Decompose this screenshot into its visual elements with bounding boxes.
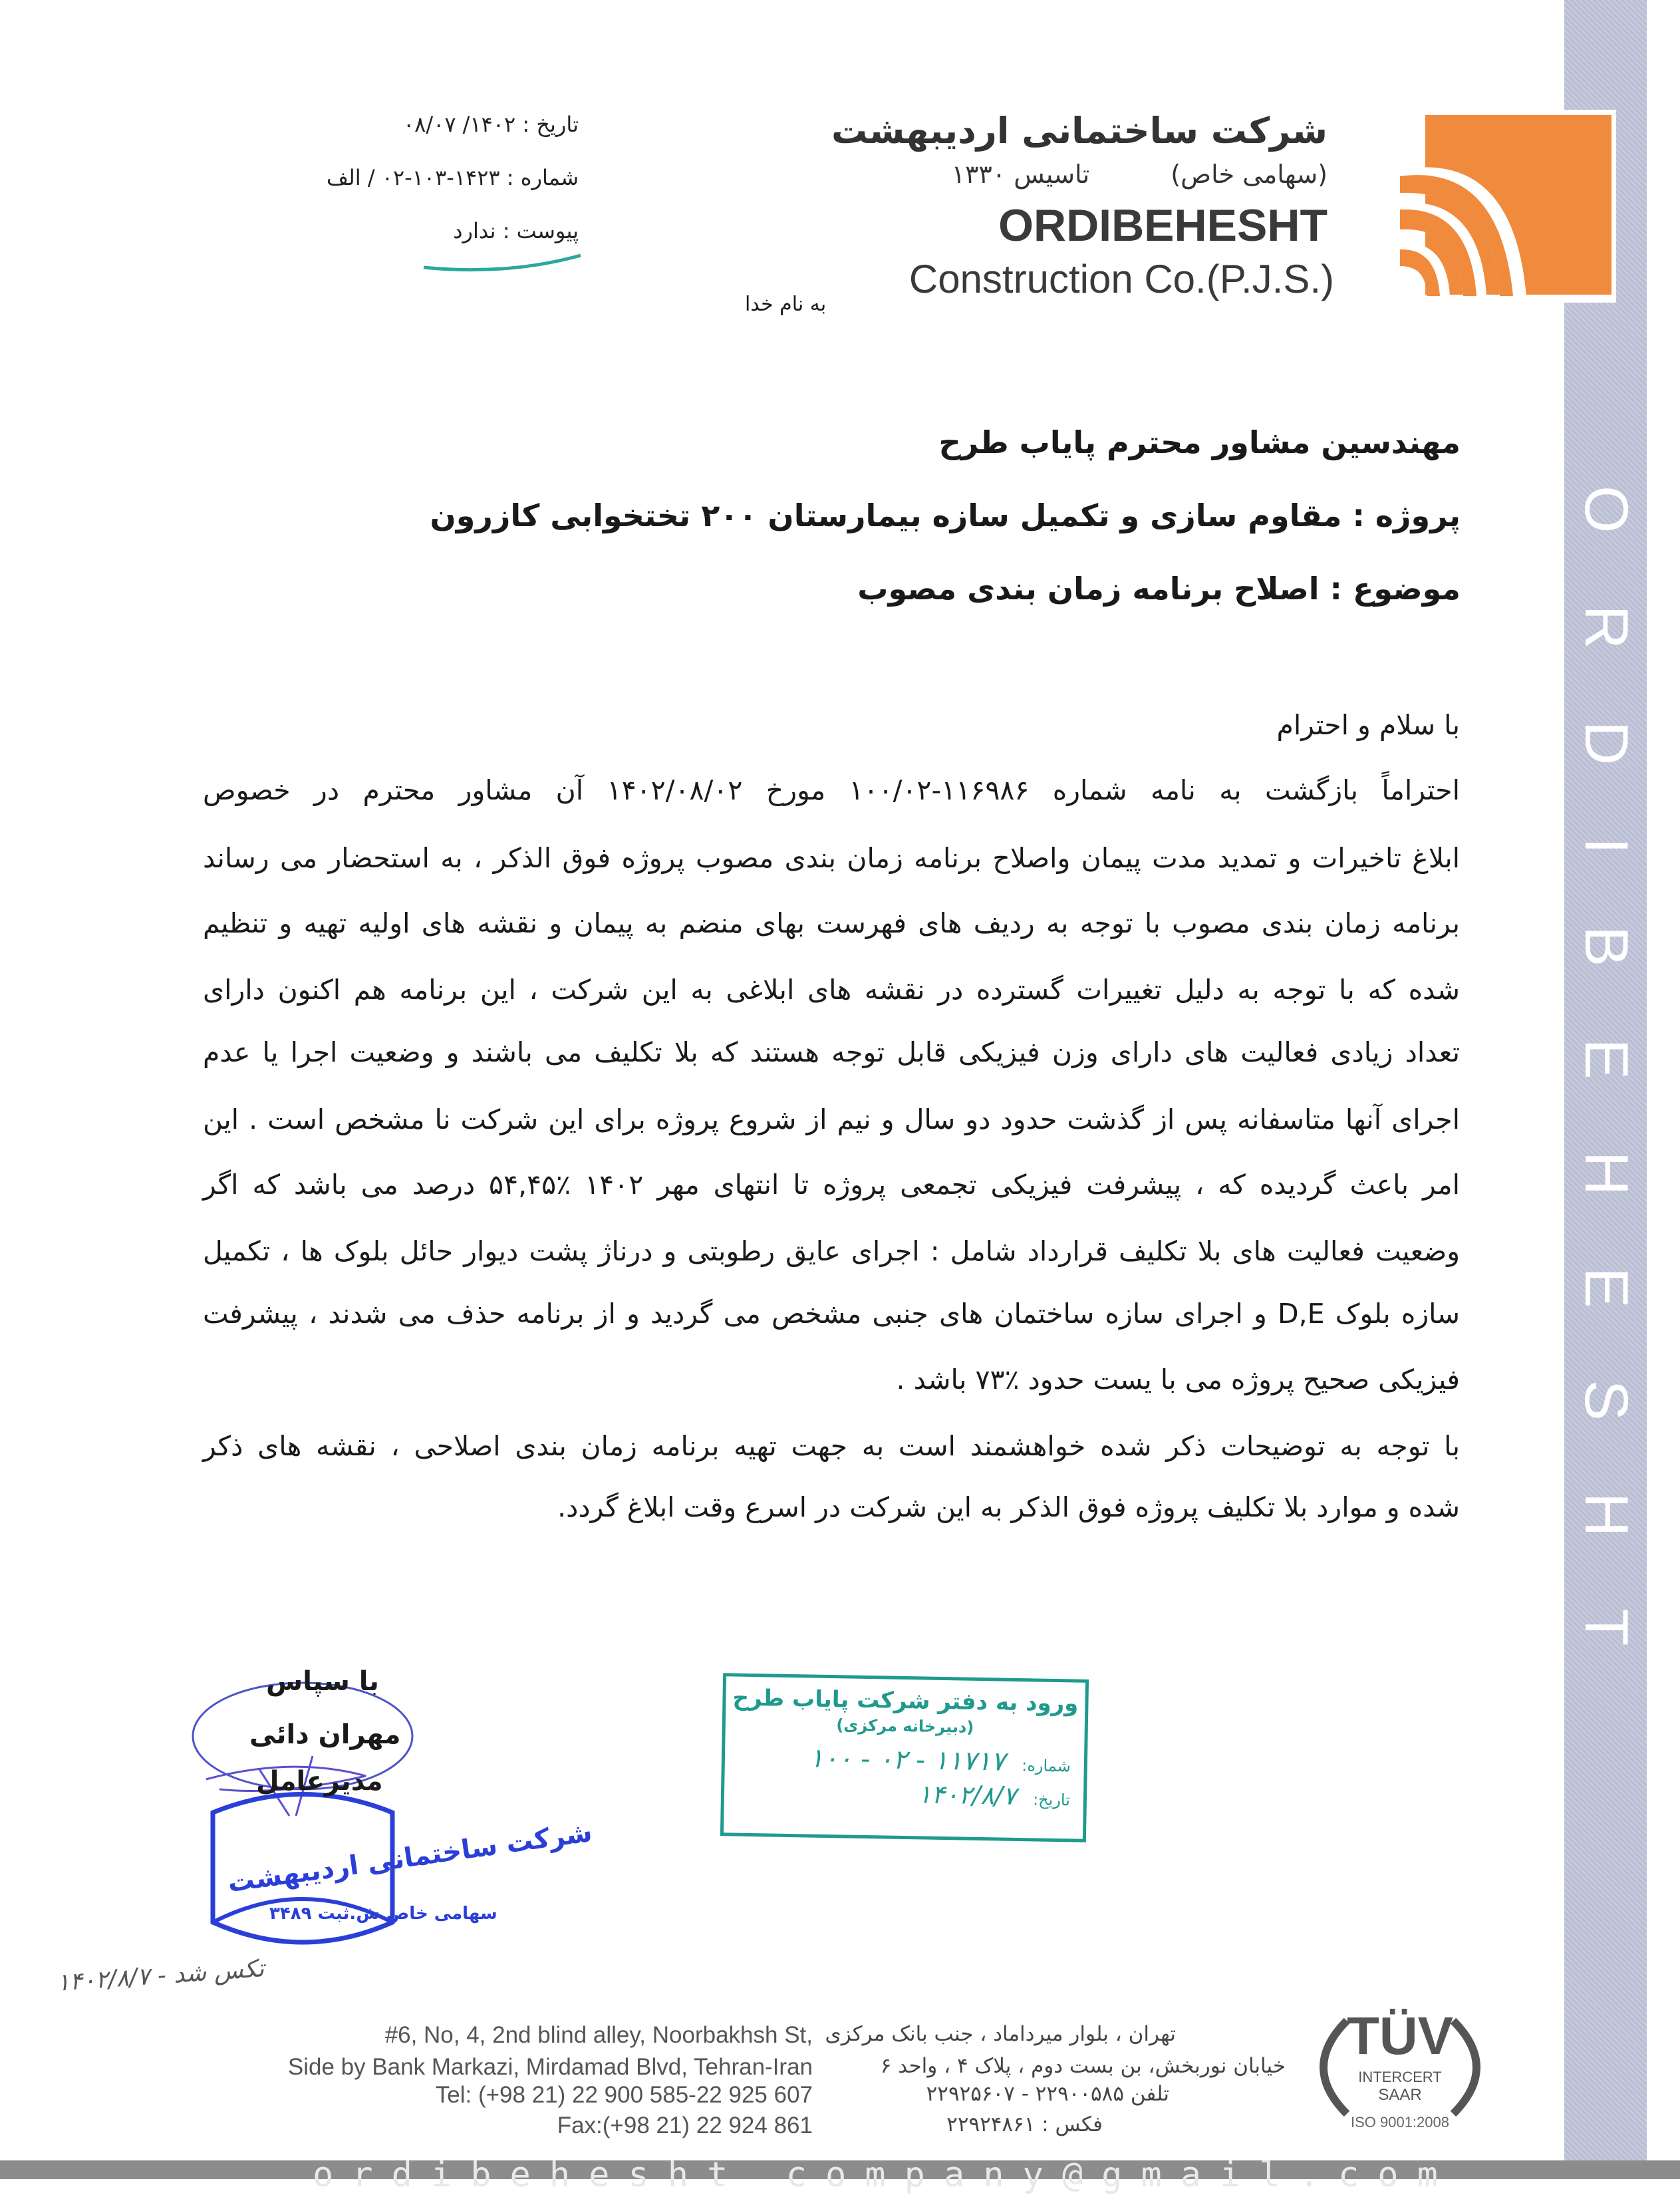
founded-year: تاسیس ۱۳۳۰: [951, 160, 1090, 189]
body-line: شده و موارد بلا تکلیف پروژه فوق الذکر به این شرکت در اسرع وقت ابلاغ گردد.: [557, 1491, 1460, 1523]
footer-address-fa-1: تهران ، بلوار میرداماد ، جنب بانک مرکزی: [825, 2022, 1176, 2046]
footer-tel-fa: تلفن ۲۲۹۰۰۵۸۵ - ۲۲۹۲۵۶۰۷: [926, 2082, 1169, 2106]
body-line: فیزیکی صحیح پروژه می با یست حدود ٪۷۳ باشد .: [896, 1364, 1460, 1395]
receipt-stamp: [720, 1673, 1089, 1842]
body-line: امر باعث گردیده که ، پیشرفت فیزیکی تجمعی پروژه تا انتهای مهر ۱۴۰۲ ٪۵۴,۴۵ درصد می باشد که اگر: [203, 1169, 1460, 1201]
body-line: برنامه زمان بندی مصوب با توجه به ردیف های فهرست بهای منضم به پیمان و نقشه های اولیه تهیه و تنظیم: [203, 907, 1460, 939]
company-name-fa: شرکت ساختمانی اردیبهشت: [831, 110, 1328, 152]
tuv-cert-logo: [1300, 2007, 1500, 2134]
bismillah: به نام خدا: [745, 293, 827, 316]
body-line: تعداد زیادی فعالیت های دارای وزن فیزیکی قابل توجه هستند که بلا تکلیف می باشند و وضعیت اجرا یا عدم: [203, 1036, 1460, 1068]
receipt-stamp-title: ورود به دفتر شرکت پایاب طرح: [732, 1684, 1079, 1717]
footer-address-fa-2: خیابان نوربخش، بن بست دوم ، پلاک ۴ ، واحد ۶: [880, 2054, 1286, 2078]
project-heading: پروژه : مقاوم سازی و تکمیل سازه بیمارستان ۲۰۰ تختخوابی کازرون: [430, 498, 1461, 533]
body-line: وضعیت فعالیت های بلا تکلیف قرارداد شامل : اجرای عایق رطوبتی و درناژ پشت دیوار حائل بلوک ها ، تکمیل: [203, 1235, 1460, 1267]
company-name-en-sub: Construction Co.(P.J.S.): [909, 257, 1334, 301]
body-line: شده که با توجه به دلیل تغییرات گسترده در نقشه های ابلاغی به این شرکت ، این برنامه هم اکنون دارای: [203, 974, 1460, 1006]
side-band-text: ORDIBEHESHT: [1572, 486, 1640, 1718]
seal-company-name: شرکت ساختمانی اردیبهشت: [225, 1817, 595, 1899]
receipt-stamp-subtitle: (دبیرخانه مرکزی): [836, 1715, 974, 1737]
footer-tel-en: Tel: (+98 21) 22 900 585-22 925 607: [435, 2082, 813, 2108]
footer-address-en-1: #6, No, 4, 2nd blind alley, Noorbakhsh St,: [384, 2022, 813, 2048]
letter-date: تاریخ : ۱۴۰۲/ ۰۸/۰۷: [402, 112, 579, 137]
footer-email: ordibehesht company@gmail.com: [313, 2155, 1457, 2195]
cert-iso: ISO 9001:2008: [1350, 2114, 1449, 2130]
body-line: با سلام و احترام: [1276, 709, 1460, 741]
footer-address-en-2: Side by Bank Markazi, Mirdamad Blvd, Tehran-Iran: [287, 2054, 813, 2080]
footer-fax-en: Fax:(+98 21) 22 924 861: [557, 2113, 813, 2138]
seal-registration: سهامی خاص ش.ثبت ۳۴۸۹: [269, 1904, 497, 1924]
company-subtitle: [862, 160, 1328, 189]
company-logo: [1400, 110, 1616, 303]
company-name-en: ORDIBEHESHT: [998, 200, 1328, 251]
body-line: با توجه به توضیحات ذکر شده خواهشمند است به جهت تهیه برنامه زمان بندی اصلاحی ، نقشه های ذکر: [203, 1430, 1460, 1462]
body-line: ابلاغ تاخیرات و تمدید مدت پیمان واصلاح برنامه زمان بندی مصوب پروژه فوق الذکر ، به استحضار می رساند: [203, 842, 1460, 874]
body-line: احتراماً بازگشت به نامه شماره ۱۱۶۹۸۶-۱۰۰/۰۲ مورخ ۱۴۰۲/۰۸/۰۲ آن مشاور محترم در خصوص: [203, 774, 1460, 806]
recipient-heading: مهندسین مشاور محترم پایاب طرح: [938, 424, 1461, 460]
signature-closing: با سپاس: [266, 1666, 379, 1697]
footer-fax-fa: فکس : ۲۲۹۲۴۸۶۱: [946, 2113, 1103, 2136]
receipt-number-value: ۱۱۷۱۷ - ۰۲ - ۱۰۰: [809, 1743, 1006, 1777]
underline-stroke: [422, 253, 582, 273]
body-line: اجرای آنها متاسفانه پس از گذشت حدود دو سال و نیم از شروع پروژه برای این شرکت نا مشخص است . این: [203, 1103, 1460, 1135]
receipt-date-label: تاریخ:: [1032, 1790, 1071, 1810]
handwritten-note: تکس شد - ۱۴۰۲/۸/۷: [55, 1955, 265, 1997]
receipt-date-value: ۱۴۰۲/۸/۷: [917, 1779, 1017, 1811]
receipt-number-label: شماره:: [1022, 1756, 1071, 1776]
company-type: (سهامی خاص): [1171, 160, 1328, 189]
subject-heading: موضوع : اصلاح برنامه زمان بندی مصوب: [857, 571, 1461, 607]
cert-brand: TÜV: [1347, 2006, 1453, 2065]
signatory-title: مدیرعامل: [256, 1766, 383, 1797]
cert-line1: INTERCERT: [1358, 2069, 1442, 2085]
letter-number: شماره : ۱۴۲۳-۱۰۳-۰۲ / الف: [326, 165, 579, 190]
letter-attachment: پیوست : ندارد: [453, 218, 579, 243]
cert-line2: SAAR: [1378, 2086, 1422, 2104]
signatory-name: مهران دائی: [249, 1719, 401, 1750]
body-line: سازه بلوک D,E و اجرای سازه ساختمان های جنبی مشخص می گردید و از برنامه حذف می شدند ، پیشرفت: [203, 1298, 1460, 1330]
